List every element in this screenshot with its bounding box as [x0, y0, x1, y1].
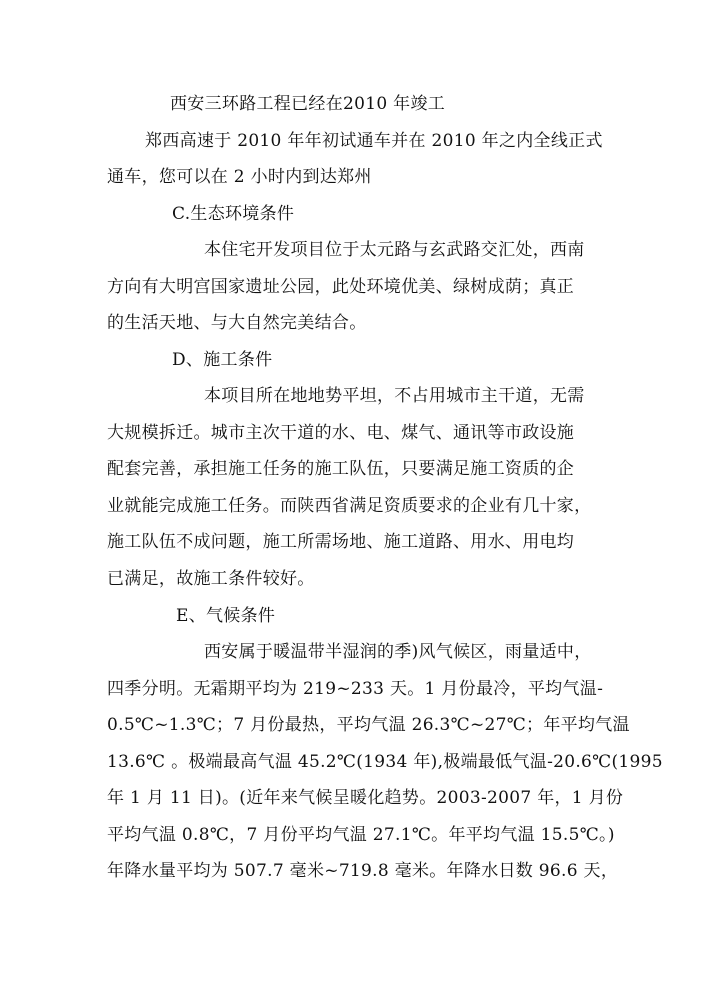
paragraph-line: 西安三环路工程已经在2010 年竣工: [170, 94, 446, 114]
paragraph-line: 四季分明。无霜期平均为 219~233 天。1 月份最冷，平均气温-: [107, 679, 604, 699]
paragraph-line: 施工队伍不成问题，施工所需场地、施工道路、用水、用电均: [107, 532, 575, 552]
section-heading-c: C.生态环境条件: [172, 204, 295, 224]
paragraph-line: 业就能完成施工任务。而陕西省满足资质要求的企业有几十家，: [107, 496, 592, 516]
paragraph-line: 大规模拆迁。城市主次干道的水、电、煤气、通讯等市政设施: [107, 423, 575, 443]
paragraph-line: 通车，您可以在 2 小时内到达郑州: [107, 167, 372, 187]
paragraph-line: 本住宅开发项目位于太元路与玄武路交汇处，西南: [204, 240, 585, 260]
paragraph-line: 方向有大明宫国家遗址公园，此处环境优美、绿树成荫；真正: [107, 277, 575, 297]
paragraph-line: 郑西高速于 2010 年年初试通车并在 2010 年之内全线正式: [145, 131, 603, 151]
paragraph-line: 已满足，故施工条件较好。: [107, 569, 315, 589]
paragraph-line: 13.6℃ 。极端最高气温 45.2℃(1934 年),极端最低气温-20.6℃(1995: [107, 752, 663, 772]
paragraph-line: 西安属于暖温带半湿润的季)风气候区，雨量适中，: [204, 642, 592, 662]
section-heading-d: D、施工条件: [172, 350, 273, 370]
paragraph-line: 本项目所在地地势平坦，不占用城市主干道，无需: [204, 386, 585, 406]
paragraph-line: 0.5℃~1.3℃；7 月份最热，平均气温 26.3℃~27℃；年平均气温: [107, 715, 630, 735]
paragraph-line: 配套完善，承担施工任务的施工队伍，只要满足施工资质的企: [107, 459, 575, 479]
paragraph-line: 的生活天地、与大自然完美结合。: [107, 313, 367, 333]
paragraph-line: 年降水量平均为 507.7 毫米~719.8 毫米。年降水日数 96.6 天，: [107, 861, 619, 881]
paragraph-line: 年 1 月 11 日)。(近年来气候呈暖化趋势。2003-2007 年，1 月份: [107, 788, 624, 808]
section-heading-e: E、气候条件: [176, 606, 276, 626]
paragraph-line: 平均气温 0.8℃，7 月份平均气温 27.1℃。年平均气温 15.5℃。): [107, 825, 615, 845]
